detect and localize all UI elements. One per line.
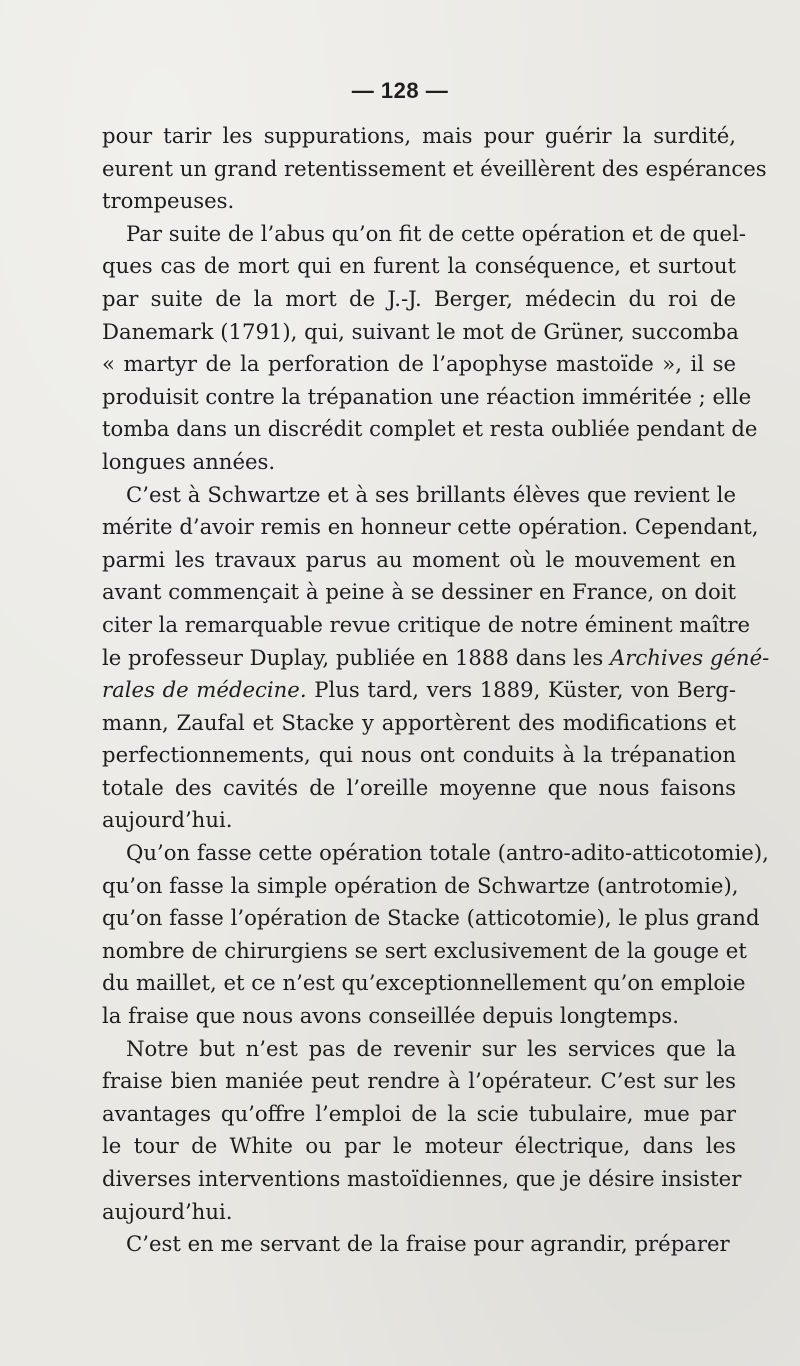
text-line: [102, 1130, 736, 1163]
paragraph: [102, 837, 769, 1033]
paragraph: [102, 1033, 742, 1229]
text-line: [102, 837, 769, 870]
line-text: le tour de White ou par le moteur électrique, dans les: [102, 1133, 736, 1159]
italic-title: Archives géné-: [609, 644, 770, 670]
line-text: Qu’on fasse cette opération totale (antro-adito-atticotomie),: [126, 840, 769, 866]
line-text: avantages qu’offre l’emploi de la scie tubulaire, mue par: [102, 1100, 736, 1126]
line-text: Par suite de l’abus qu’on fit de cette opération et de quel-: [126, 220, 747, 246]
line-text: « martyr de la perforation de l’apophyse mastoïde », il se: [102, 351, 736, 377]
line-text: mann, Zaufal et Stacke y apportèrent des modifications et: [102, 709, 736, 735]
text-line: [102, 870, 739, 903]
text-line: [102, 576, 736, 609]
paragraph: [102, 120, 767, 218]
text-line: [102, 674, 736, 707]
page-number: — 128 —: [351, 78, 449, 103]
text-line: [102, 772, 736, 805]
line-text: eurent un grand retentissement et éveillèrent des espérances: [102, 155, 767, 181]
text-line: [102, 804, 736, 837]
text-line: [102, 1033, 736, 1066]
line-text: Plus tard, vers 1889, Küster, von Berg-: [306, 677, 737, 703]
line-text: Notre but n’est pas de revenir sur les services que la: [126, 1035, 736, 1061]
text-line: [102, 707, 736, 740]
line-text: tomba dans un discrédit complet et resta oubliée pendant de: [102, 416, 758, 442]
text-line: [102, 739, 736, 772]
line-text: le professeur Duplay, publiée en 1888 dans les: [102, 644, 610, 670]
line-text: nombre de chirurgiens se sert exclusivement de la gouge et: [102, 937, 747, 963]
line-text: totale des cavités de l’oreille moyenne que nous faisons: [102, 774, 736, 800]
line-text: qu’on fasse l’opération de Stacke (atticotomie), le plus grand: [102, 905, 760, 931]
line-text: qu’on fasse la simple opération de Schwartze (antrotomie),: [102, 872, 739, 898]
line-text: mérite d’avoir remis en honneur cette opération. Cependant,: [102, 514, 759, 540]
line-text: parmi les travaux parus au moment où le mouvement en: [102, 546, 736, 572]
text-line: [102, 283, 736, 316]
line-text: pour tarir les suppurations, mais pour guérir la surdité,: [102, 123, 736, 148]
line-text: avant commençait à peine à se dessiner en France, on doit: [102, 579, 736, 605]
text-line: [102, 413, 758, 446]
line-text: longues années.: [102, 448, 276, 474]
text-line: [102, 609, 751, 642]
line-text: perfectionnements, qui nous ont conduits à la trépanation: [102, 742, 736, 768]
line-text: C’est à Schwartze et à ses brillants élèves que revient le: [126, 481, 736, 507]
line-text: par suite de la mort de J.-J. Berger, médecin du roi de: [102, 285, 736, 311]
text-line: [102, 902, 760, 935]
text-line: [102, 153, 767, 186]
text-line: [102, 218, 747, 251]
line-text: fraise bien maniée peut rendre à l’opérateur. C’est sur les: [102, 1068, 736, 1094]
paragraph: [102, 479, 770, 838]
text-line: [102, 1196, 736, 1229]
line-text: produisit contre la trépanation une réaction imméritée ; elle: [102, 383, 752, 409]
text-line: [102, 544, 736, 577]
text-line: [102, 250, 736, 283]
text-line: [102, 446, 736, 479]
text-line: [102, 185, 736, 218]
text-line: [102, 1163, 742, 1196]
text-line: [102, 1098, 736, 1131]
line-text: diverses interventions mastoïdiennes, que je désire insister: [102, 1166, 742, 1191]
text-line: [102, 120, 736, 153]
line-text: citer la remarquable revue critique de notre éminent maître: [102, 611, 751, 637]
italic-title: rales de médecine.: [102, 677, 307, 703]
text-line: [102, 1000, 736, 1033]
line-text: ques cas de mort qui en furent la conséquence, et surtout: [102, 253, 736, 279]
paragraph: [102, 1228, 736, 1261]
text-line: [102, 1065, 736, 1098]
text-line: [102, 967, 746, 1000]
line-text: Danemark (1791), qui, suivant le mot de Grüner, succomba: [102, 318, 739, 344]
body-text: [102, 120, 770, 1261]
text-line: [102, 1228, 736, 1261]
line-text: aujourd’hui.: [102, 807, 233, 833]
text-line: [102, 479, 736, 512]
text-line: [102, 642, 770, 675]
text-line: [102, 348, 736, 381]
line-text: du maillet, et ce n’est qu’exceptionnellement qu’on emploie: [102, 970, 746, 996]
paragraph: [102, 218, 758, 479]
line-text: C’est en me servant de la fraise pour agrandir, préparer: [126, 1231, 730, 1257]
text-line: [102, 316, 739, 349]
line-text: la fraise que nous avons conseillée depuis longtemps.: [102, 1003, 679, 1029]
line-text: aujourd’hui.: [102, 1198, 233, 1224]
line-text: trompeuses.: [102, 188, 235, 214]
text-line: [102, 935, 747, 968]
text-line: [102, 381, 752, 414]
text-line: [102, 511, 759, 544]
